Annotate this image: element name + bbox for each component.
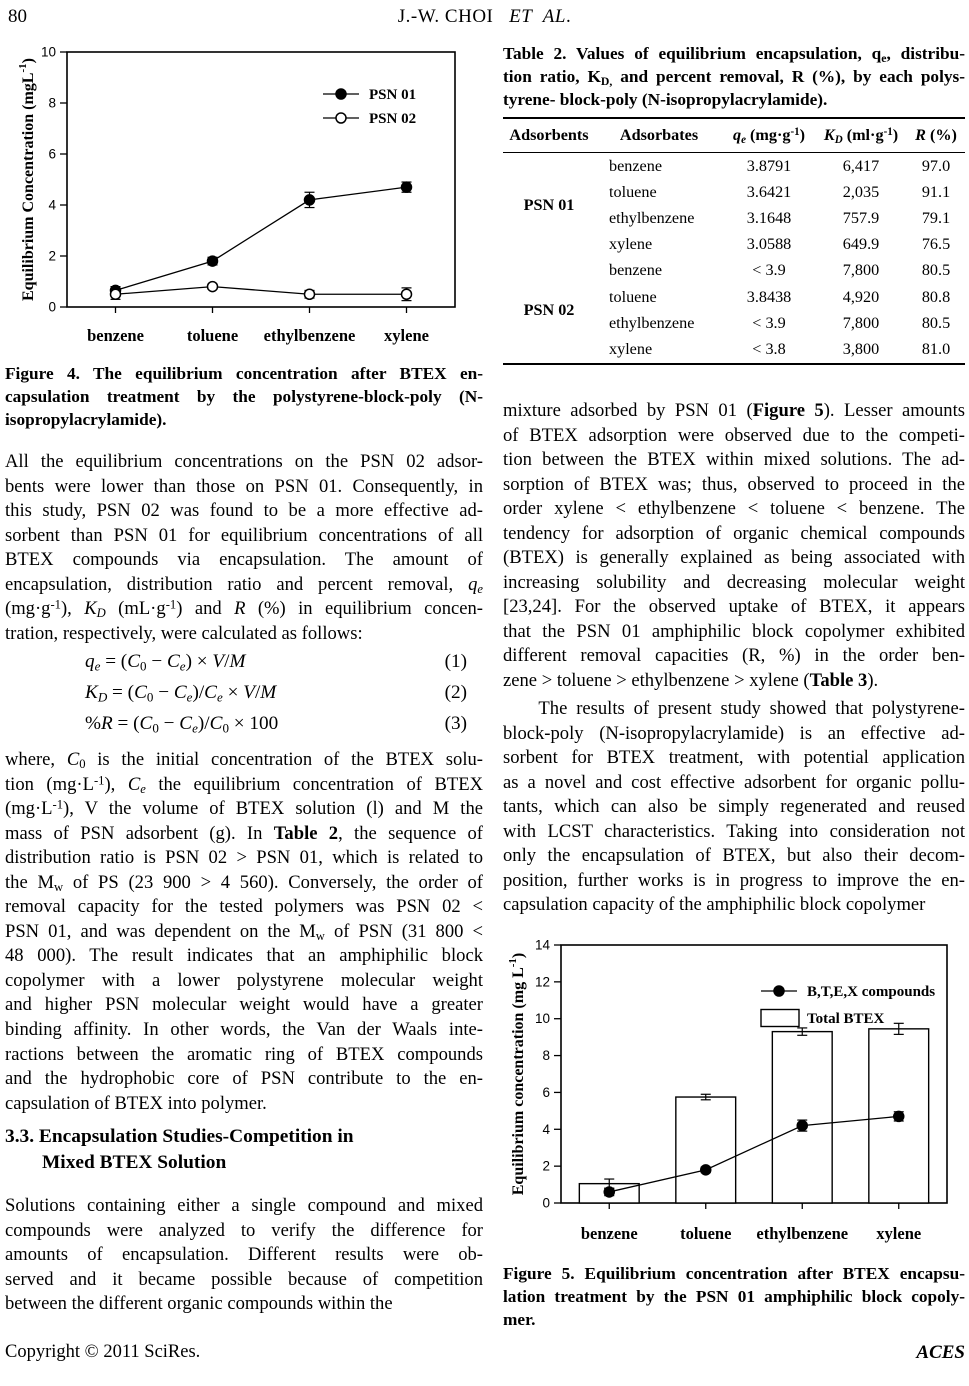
text-line: between the different organic compounds within the	[5, 1293, 393, 1315]
svg-text:8: 8	[542, 1048, 550, 1064]
svg-text:6: 6	[48, 146, 56, 162]
text-line: ractions between the aromatic ring of BTEX compounds	[5, 1043, 483, 1065]
figure4-caption	[5, 362, 483, 431]
table-cell: 7,800	[842, 313, 880, 332]
text-line: BTEX compounds via encapsulation. The amount of	[5, 549, 483, 571]
text-line: tyrene- block-poly (N-isopropylacrylamide).	[503, 90, 828, 109]
text-line: removal capacity for the tested polymers was PSN 02 <	[5, 896, 483, 918]
text-line: where, $C_0$ is the initial concentration of the BTEX solu-	[5, 749, 483, 772]
text-line: sorbent for BTEX treatment, with potential application	[503, 747, 965, 769]
text-line: PSN 01, and was dependent on the $M_w$ of PSN (31 800 <	[5, 920, 483, 943]
bar	[772, 1032, 832, 1203]
paragraph-left-3	[5, 1194, 483, 1317]
text-line: block-poly (N-isopropylacrylamide) is an effective ad-	[503, 722, 965, 744]
table-cell: 79.1	[921, 208, 951, 227]
svg-text:4: 4	[48, 197, 56, 213]
table2-header-cell: Adsorbates	[595, 118, 723, 153]
text-line: $(mg\cdot g^{-1})$, $K_D$ $(mL\cdot g^{-1})$ and R (%) in equilibrium concen-	[5, 597, 483, 621]
text-line: mass of PSN adsorbent (g). In Table 2, the sequence of	[5, 822, 484, 844]
table-cell: 3.8438	[746, 287, 792, 306]
table-cell: 80.5	[921, 313, 951, 332]
table2-header-cell: R (%)	[907, 118, 965, 153]
text-line: Table 2. Values of equilibrium encapsulation, $q_e$, distribu-	[503, 44, 965, 65]
legend	[761, 984, 935, 1027]
line-series	[111, 282, 412, 301]
text-line: 48 000). The result indicates that an amphiphilic block	[5, 945, 483, 967]
text-line: lation treatment by the PSN 01 amphiphilic block copoly-	[503, 1287, 965, 1306]
text-line: binding affinity. In other words, the Van der Waals inte-	[5, 1019, 483, 1041]
paragraph-left-2	[5, 748, 483, 1116]
svg-text:toluene: toluene	[680, 1224, 732, 1243]
left-column	[5, 0, 483, 1386]
table2-caption	[503, 42, 965, 111]
text-line: tion $(mg\cdot L^{-1})$, $C_e$ the equilibrium concentration of BTEX	[5, 772, 484, 796]
text-line: (BTEX) is generally explained as being associated with	[503, 547, 965, 569]
text-line: served and it became possible because of competition	[5, 1268, 483, 1290]
table-cell: benzene	[609, 156, 663, 175]
table2	[503, 117, 965, 365]
table-cell: xylene	[609, 339, 653, 358]
table-cell: ethylbenzene	[609, 208, 695, 227]
running-head: J.-W. CHOI ET AL.	[397, 6, 572, 27]
equation-body: $K_D = (C_0 - C_e)/C_e \times V/M$	[85, 682, 277, 705]
svg-text:Total BTEX: Total BTEX	[807, 1011, 885, 1027]
table2-body	[503, 153, 965, 364]
text-line: position, further works is in progress to improve the en-	[503, 869, 965, 891]
text-line: distribution ratio is PSN 02 > PSN 01, which is related to	[5, 847, 483, 869]
data-point-marker	[402, 289, 412, 299]
page-number: 80	[8, 6, 27, 27]
table-cell: 76.5	[921, 235, 951, 254]
figure4-chart	[17, 42, 467, 357]
text-line: Figure 4. The equilibrium concentration after BTEX en-	[5, 364, 483, 383]
svg-text:10: 10	[40, 44, 56, 60]
text-line: bents were lower than those on PSN 01. Consequently, in	[5, 475, 483, 497]
table-cell: 3.8791	[746, 156, 792, 175]
table-row	[503, 258, 965, 284]
table-cell: 3.1648	[746, 208, 792, 227]
svg-text:benzene: benzene	[87, 326, 144, 345]
data-point-marker	[305, 289, 315, 299]
svg-text:0: 0	[48, 299, 56, 315]
text-line: capsulation capacity of the amphiphilic block copolymer	[503, 894, 926, 916]
text-line: isopropylacrylamide).	[5, 410, 167, 429]
svg-text:10: 10	[534, 1011, 550, 1027]
y-axis-label: Equilibrium concentration (mg $L^{-1}$)	[507, 952, 527, 1196]
text-line: encapsulation, distribution ratio and percent removal, $q_e$	[5, 573, 483, 596]
data-point-marker	[894, 1111, 904, 1121]
text-line: $(mg\cdot L^{-1})$, V the volume of BTEX solution (l) and M the	[5, 797, 483, 820]
table-cell: toluene	[609, 182, 657, 201]
adsorbent-group-label: PSN 01	[523, 195, 575, 214]
table-cell: 91.1	[921, 182, 951, 201]
equation-1	[5, 651, 483, 682]
svg-text:toluene: toluene	[186, 326, 239, 345]
text-line: zene > toluene > ethylbenzene > xylene (Table 3).	[503, 670, 879, 692]
table2-header-cell: Adsorbents	[503, 118, 595, 153]
svg-text:xylene: xylene	[876, 1224, 922, 1243]
svg-text:0: 0	[542, 1195, 550, 1211]
data-point-marker	[402, 182, 412, 192]
page-footer	[5, 1342, 965, 1368]
text-line: capsulation treatment by the polystyrene-block-poly (N-	[5, 387, 483, 406]
table-cell: benzene	[609, 261, 663, 280]
text-line: the $M_w$ of PS (23 900 > 4 560). Conversely, the order of	[5, 871, 483, 894]
table-cell: 80.8	[921, 287, 951, 306]
svg-text:12: 12	[534, 974, 550, 990]
table-cell: 3.0588	[746, 235, 792, 254]
data-point-marker	[208, 282, 218, 292]
text-line: capsulation of BTEX into polymer.	[5, 1092, 267, 1114]
table-cell: 6,417	[842, 156, 880, 175]
text-line: tants, which can also be simply regenerated and reused	[503, 796, 965, 818]
table-cell: 81.0	[921, 339, 951, 358]
svg-text:2: 2	[542, 1158, 550, 1174]
svg-text:14: 14	[534, 937, 550, 953]
copyright-notice: Copyright © 2011 SciRes.	[5, 1342, 201, 1362]
equation-body: $\%R = (C_0 - C_e)/C_0 \times 100$	[85, 713, 279, 736]
data-point-marker	[208, 256, 218, 266]
text-line: Solutions containing either a single compound and mixed	[5, 1195, 483, 1216]
text-line: [23,24]. For the observed uptake of BTEX, it appears	[503, 596, 965, 618]
equation-3	[5, 713, 483, 744]
svg-text:B,T,E,X compounds: B,T,E,X compounds	[807, 984, 936, 1000]
table2-head	[503, 118, 965, 153]
equation-2	[5, 682, 483, 713]
line-series	[111, 182, 412, 295]
svg-text:8: 8	[48, 95, 56, 111]
legend	[323, 87, 416, 127]
text-line: tion ratio, $K_{D,}$ and percent removal, R (%), by each polys-	[503, 67, 965, 88]
data-point-marker	[604, 1187, 614, 1197]
svg-text:PSN 02: PSN 02	[369, 111, 417, 127]
table-cell: 7,800	[842, 261, 880, 280]
table2-header-cell: $q_e$ $(mg\cdot g^{-1})$	[723, 118, 815, 153]
text-line: order xylene < ethylbenzene < toluene < benzene. The	[503, 498, 965, 520]
text-line: with LCST characteristics. Taking into consideration not	[503, 820, 965, 842]
table-header-row	[503, 118, 965, 153]
table-cell: 2,035	[842, 182, 880, 201]
bar-series	[579, 1023, 928, 1203]
text-line: mer.	[503, 1310, 536, 1329]
table-cell: ethylbenzene	[609, 313, 695, 332]
text-line: increasing solubility and decreasing molecular weight	[503, 571, 965, 593]
text-line: and the hydrophobic core of PSN contribute to the en-	[5, 1068, 483, 1090]
text-line: The results of present study showed that polystyrene-	[503, 698, 965, 719]
table-cell: 757.9	[842, 208, 880, 227]
text-line: copolymer with a lower polystyrene molecular weight	[5, 969, 483, 991]
paragraph-right-1	[503, 399, 965, 694]
table-cell: 649.9	[842, 235, 880, 254]
bar	[676, 1097, 736, 1203]
equations-block	[5, 651, 483, 747]
data-point-marker	[111, 289, 121, 299]
table-cell: < 3.9	[752, 313, 786, 332]
text-line: only the encapsulation of BTEX, but also their decom-	[503, 845, 965, 867]
text-line: 3.3. Encapsulation Studies-Competition in	[5, 1126, 354, 1147]
table-cell: < 3.8	[752, 339, 786, 358]
right-column	[503, 0, 965, 1386]
table-cell: 3,800	[842, 339, 880, 358]
text-line: mixture adsorbed by PSN 01 (Figure 5). Lesser amounts	[503, 400, 965, 421]
table-cell: < 3.9	[752, 261, 786, 280]
equation-number: (2)	[444, 682, 467, 703]
text-line: sorbent than PSN 01 for equilibrium concentrations of all	[5, 524, 483, 546]
text-line: of BTEX adsorption were observed due to the competi-	[503, 424, 965, 446]
data-point-marker	[797, 1121, 807, 1131]
text-line: Figure 5. Equilibrium concentration after BTEX encapsu-	[503, 1264, 965, 1283]
table-row	[503, 153, 965, 180]
svg-text:xylene: xylene	[384, 326, 429, 345]
svg-text:benzene: benzene	[580, 1224, 638, 1243]
table-cell: xylene	[609, 235, 653, 254]
section-heading-3-3	[5, 1124, 483, 1175]
line-series	[604, 1111, 904, 1197]
text-line: sorption of BTEX was; thus, observed to proceed in the	[503, 473, 965, 495]
figure5-caption	[503, 1262, 965, 1331]
equation-number: (1)	[444, 651, 467, 672]
text-line: tendency for adsorption of organic chemical compounds	[503, 522, 965, 544]
svg-text:PSN 01: PSN 01	[369, 87, 417, 103]
data-point-marker	[305, 195, 315, 205]
journal-acronym: ACES	[916, 1342, 965, 1363]
table-cell: 4,920	[842, 287, 880, 306]
text-line: as a novel and cost effective adsorbent for organic pollu-	[503, 771, 965, 793]
svg-text:2: 2	[48, 248, 56, 264]
text-line: amounts of encapsulation. Different results were ob-	[5, 1244, 483, 1266]
paragraph-right-2	[503, 697, 965, 918]
svg-text:ethylbenzene: ethylbenzene	[263, 326, 356, 345]
text-line: compounds were analyzed to verify the difference for	[5, 1219, 483, 1241]
svg-text:ethylbenzene: ethylbenzene	[756, 1224, 849, 1243]
text-line: tion between the BTEX within mixed solutions. The ad-	[503, 449, 965, 471]
text-line: Mixed BTEX Solution	[42, 1151, 227, 1173]
paragraph-left-1	[5, 450, 483, 646]
equation-body: $q_e = (C_0 - C_e) \times V/M$	[85, 651, 246, 674]
text-line: All the equilibrium concentrations on the PSN 02 adsor-	[5, 451, 483, 472]
table-cell: toluene	[609, 287, 657, 306]
y-axis-label: Equilibrium Concentration (mgL$^{-1}$)	[17, 58, 37, 301]
text-line: and higher PSN molecular weight would have a greater	[5, 994, 483, 1016]
data-point-marker	[701, 1165, 711, 1175]
figure5-chart	[505, 933, 957, 1255]
table2-header-cell: $K_D$ $(ml\cdot g^{-1})$	[815, 118, 907, 153]
text-line: that the PSN 01 amphiphilic block copolymer exhibited	[503, 620, 965, 642]
adsorbent-group-label: PSN 02	[523, 300, 575, 319]
equation-number: (3)	[444, 713, 467, 734]
table-cell: 80.5	[921, 261, 951, 280]
svg-text:6: 6	[542, 1084, 550, 1100]
svg-text:4: 4	[542, 1121, 550, 1137]
text-line: this study, PSN 02 was found to be a more effective ad-	[5, 500, 483, 522]
table-cell: 97.0	[921, 156, 951, 175]
text-line: different removal capacities (R, %) in the order ben-	[503, 645, 965, 667]
table-cell: 3.6421	[746, 182, 792, 201]
text-line: tration, respectively, were calculated as follows:	[5, 622, 363, 644]
